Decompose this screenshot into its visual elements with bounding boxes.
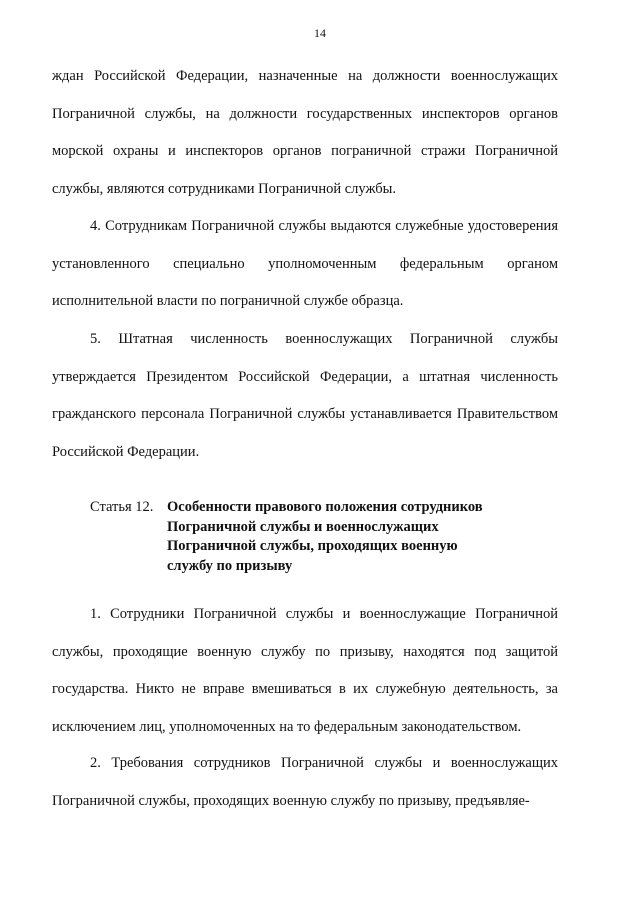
article-title-line: службу по призыву [167, 557, 293, 574]
article-title-line: Пограничной службы и военнослужащих [167, 518, 439, 535]
paragraph-article-12-item-2: 2. Требования сотрудников Пограничной службы и военнослужащих Пограничной службы, проходящих военную службу по призыву, предъявляе- [52, 755, 558, 809]
article-heading [90, 498, 560, 576]
article-title-line: Пограничной службы, проходящих военную [167, 538, 458, 554]
article-title-line: Особенности правового положения сотрудников [167, 499, 483, 515]
article-number: Статья 12. [90, 499, 154, 515]
article-title [167, 498, 560, 576]
paragraph-item-4: 4. Сотрудникам Пограничной службы выдаются служебные удостоверения установленного специально уполномоченным федеральным органом исполнительной власти по пограничной службе образца. [52, 218, 558, 309]
paragraph-article-12-item-1: 1. Сотрудники Пограничной службы и военнослужащие Пограничной службы, проходящие военную службу по призыву, находятся под защитой государства. Никто не вправе вмешиваться в их служебную деятельность, за исключением лиц, уполномоченных на то федеральным законодательством. [52, 606, 558, 735]
page-number: 14 [314, 26, 326, 40]
paragraph-continuation: ждан Российской Федерации, назначенные на должности военнослужащих Пограничной службы, на должности государственных инспекторов органов морской охраны и инспекторов органов пограничной стражи Пограничной службы, являются сотрудниками Пограничной службы. [52, 68, 558, 197]
paragraph-item-5: 5. Штатная численность военнослужащих Пограничной службы утверждается Президентом Российской Федерации, а штатная численность гражданского персонала Пограничной службы устанавливается Правительством Российской Федерации. [52, 331, 558, 460]
